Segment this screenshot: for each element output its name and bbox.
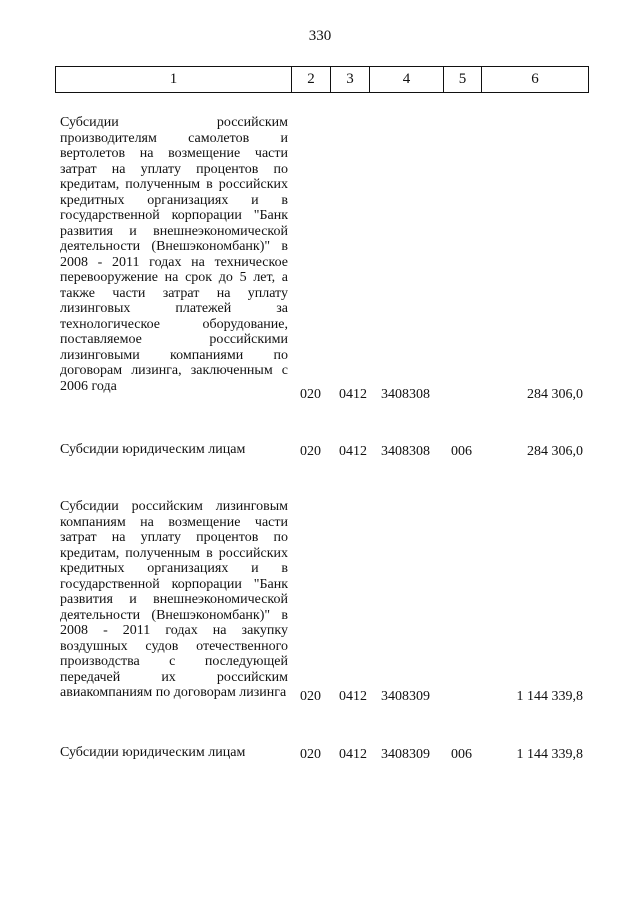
row-code-target: 3408308 [381,443,430,459]
row-description: Субсидии российским лизинговым компаниям на возмещение части затрат на уплату процентов по кредитам, полученным в российских кредитных организациях и в государственной корпорации "Банк развития и внешнеэкономической деятельности (Внешэкономбанк)" в 2008 - 2011 годах на закупку воздушных судов отечественного производства с последующей передачей их российским авиакомпаниям по договорам лизинга [60,499,288,700]
row-amount: 284 306,0 [527,386,583,402]
column-header-row [56,67,589,93]
column-header-table [55,66,589,93]
row-description: Субсидии российским производителям самолетов и вертолетов на возмещение части затрат на уплату процентов по кредитам, полученным в российских кредитных организациях и в государственной корпорации "Банк развития и внешнеэкономической деятельности (Внешэкономбанк)" в 2008 - 2011 годах на техническое перевооружение на срок до 5 лет, а также части затрат на уплату лизинговых платежей за технологическое оборудование, поставляемое российскими лизинговыми компаниями по договорам лизинга, заключенным с 2006 года [60,115,288,394]
table-row [0,442,640,459]
row-code-target: 3408309 [381,688,430,704]
row-code-type: 006 [451,746,472,762]
row-description: Субсидии юридическим лицам [60,442,246,457]
page-number: 330 [308,28,332,44]
column-header-1: 1 [56,67,292,93]
row-code-subsection: 0412 [339,688,367,704]
column-header-6: 6 [482,67,589,93]
table-row [0,499,640,704]
row-code-section: 020 [300,746,321,762]
row-code-section: 020 [300,386,321,402]
row-amount: 284 306,0 [527,443,583,459]
row-code-subsection: 0412 [339,746,367,762]
row-code-section: 020 [300,443,321,459]
row-code-subsection: 0412 [339,386,367,402]
column-header-3: 3 [331,67,370,93]
row-code-section: 020 [300,688,321,704]
row-amount: 1 144 339,8 [516,688,583,704]
row-code-subsection: 0412 [339,443,367,459]
table-row [0,745,640,762]
row-code-target: 3408309 [381,746,430,762]
table-row [0,115,640,402]
column-header-2: 2 [292,67,331,93]
row-description: Субсидии юридическим лицам [60,745,246,760]
row-amount: 1 144 339,8 [516,746,583,762]
column-header-4: 4 [370,67,444,93]
row-code-target: 3408308 [381,386,430,402]
column-header-5: 5 [444,67,482,93]
row-code-type: 006 [451,443,472,459]
